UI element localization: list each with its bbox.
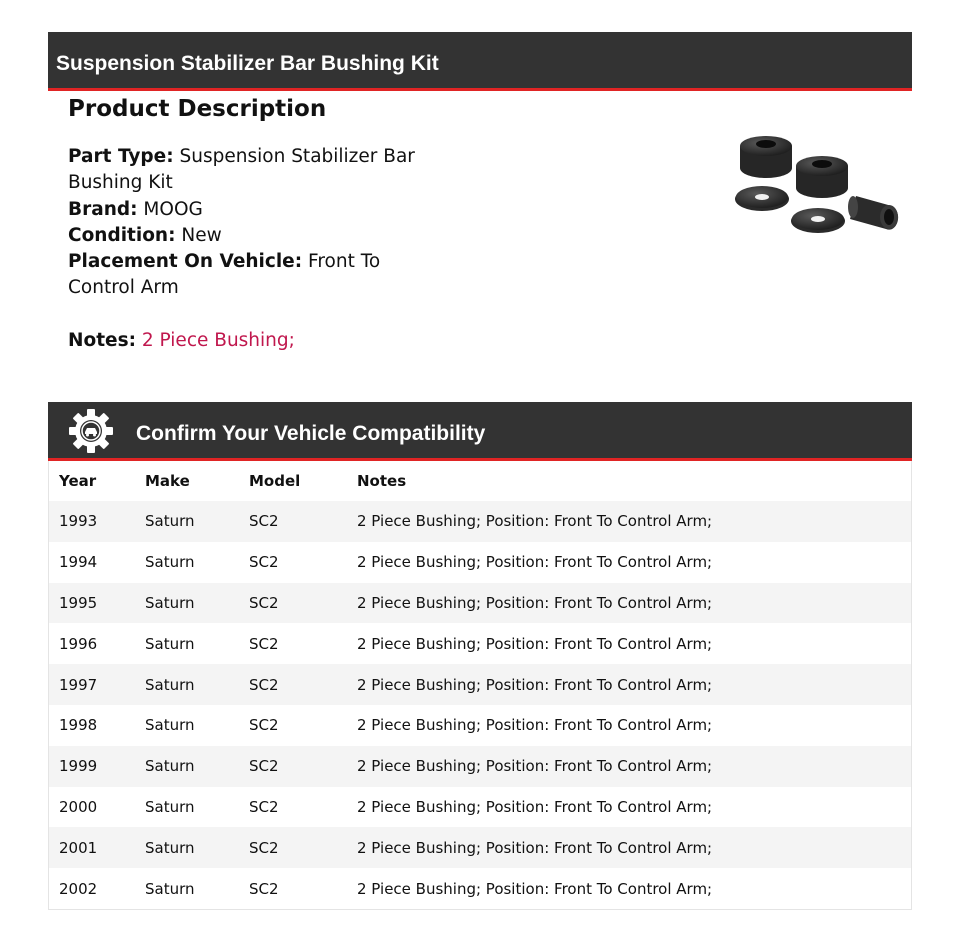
- compatibility-title: Confirm Your Vehicle Compatibility: [136, 422, 486, 445]
- cell-year: 2001: [59, 838, 98, 857]
- table-header-row: [49, 461, 911, 501]
- cell-make: Saturn: [145, 879, 195, 898]
- cell-make: Saturn: [145, 757, 195, 776]
- product-description: [68, 96, 448, 354]
- cell-notes: 2 Piece Bushing; Position: Front To Control Arm;: [357, 716, 713, 735]
- spec-notes: [68, 328, 448, 354]
- spec-value: Suspension Stabilizer Bar Bushing Kit: [68, 146, 415, 194]
- cell-notes: 2 Piece Bushing; Position: Front To Control Arm;: [357, 593, 713, 612]
- table-row: [49, 705, 911, 746]
- table-row: [49, 501, 911, 542]
- column-header-year: Year: [59, 472, 97, 490]
- table-row: [49, 746, 911, 787]
- spec-label: Brand:: [68, 198, 138, 220]
- gear-car-icon: [69, 409, 113, 453]
- cell-model: SC2: [249, 838, 279, 857]
- cell-make: Saturn: [145, 675, 195, 694]
- cell-model: SC2: [249, 634, 279, 653]
- product-title: Suspension Stabilizer Bar Bushing Kit: [56, 52, 439, 75]
- cell-model: SC2: [249, 675, 279, 694]
- cell-model: SC2: [249, 593, 279, 612]
- column-header-model: Model: [249, 472, 301, 490]
- spec-label: Notes:: [68, 329, 136, 351]
- cell-notes: 2 Piece Bushing; Position: Front To Control Arm;: [357, 553, 713, 572]
- cell-make: Saturn: [145, 553, 195, 572]
- cell-year: 1997: [59, 675, 98, 694]
- cell-model: SC2: [249, 716, 279, 735]
- cell-model: SC2: [249, 553, 279, 572]
- cell-year: 1994: [59, 553, 98, 572]
- spec-value: MOOG: [143, 198, 203, 220]
- spec-placement: [68, 249, 448, 302]
- table-row: [49, 787, 911, 828]
- notes-value: 2 Piece Bushing;: [141, 329, 295, 351]
- table-row: [49, 868, 911, 909]
- compatibility-table: [49, 461, 911, 909]
- cell-model: SC2: [249, 879, 279, 898]
- spec-value: New: [181, 224, 222, 246]
- table-row: [49, 827, 911, 868]
- cell-notes: 2 Piece Bushing; Position: Front To Control Arm;: [357, 879, 713, 898]
- cell-notes: 2 Piece Bushing; Position: Front To Control Arm;: [357, 675, 713, 694]
- compatibility-banner: [48, 402, 912, 461]
- cell-model: SC2: [249, 797, 279, 816]
- cell-model: SC2: [249, 757, 279, 776]
- cell-notes: 2 Piece Bushing; Position: Front To Control Arm;: [357, 797, 713, 816]
- table-row: [49, 583, 911, 624]
- title-banner: [48, 32, 912, 91]
- spec-brand: [68, 197, 448, 223]
- cell-year: 1996: [59, 634, 98, 653]
- spec-label: Part Type:: [68, 146, 174, 167]
- spec-list: [68, 144, 448, 354]
- cell-year: 1999: [59, 757, 98, 776]
- cell-make: Saturn: [145, 593, 195, 612]
- cell-year: 1998: [59, 716, 98, 735]
- column-header-make: Make: [145, 472, 190, 490]
- compatibility-table-container: [48, 461, 912, 910]
- product-image: [732, 124, 904, 242]
- cell-notes: 2 Piece Bushing; Position: Front To Control Arm;: [357, 757, 713, 776]
- cell-model: SC2: [249, 512, 279, 531]
- cell-year: 2000: [59, 797, 98, 816]
- cell-notes: 2 Piece Bushing; Position: Front To Control Arm;: [357, 512, 713, 531]
- cell-year: 2002: [59, 879, 98, 898]
- cell-year: 1995: [59, 593, 98, 612]
- table-row: [49, 664, 911, 705]
- spec-label: Condition:: [68, 224, 176, 246]
- cell-notes: 2 Piece Bushing; Position: Front To Control Arm;: [357, 634, 713, 653]
- description-heading: Product Description: [68, 96, 327, 122]
- cell-notes: 2 Piece Bushing; Position: Front To Control Arm;: [357, 838, 713, 857]
- cell-make: Saturn: [145, 838, 195, 857]
- cell-year: 1993: [59, 512, 98, 531]
- spec-value: Front To Control Arm: [68, 251, 381, 299]
- spec-label: Placement On Vehicle:: [68, 251, 303, 273]
- column-header-notes: Notes: [357, 472, 407, 490]
- cell-make: Saturn: [145, 716, 195, 735]
- cell-make: Saturn: [145, 512, 195, 531]
- table-row: [49, 623, 911, 664]
- table-row: [49, 542, 911, 583]
- cell-make: Saturn: [145, 797, 195, 816]
- spec-condition: [68, 223, 448, 249]
- spec-part-type: [68, 144, 448, 197]
- cell-make: Saturn: [145, 634, 195, 653]
